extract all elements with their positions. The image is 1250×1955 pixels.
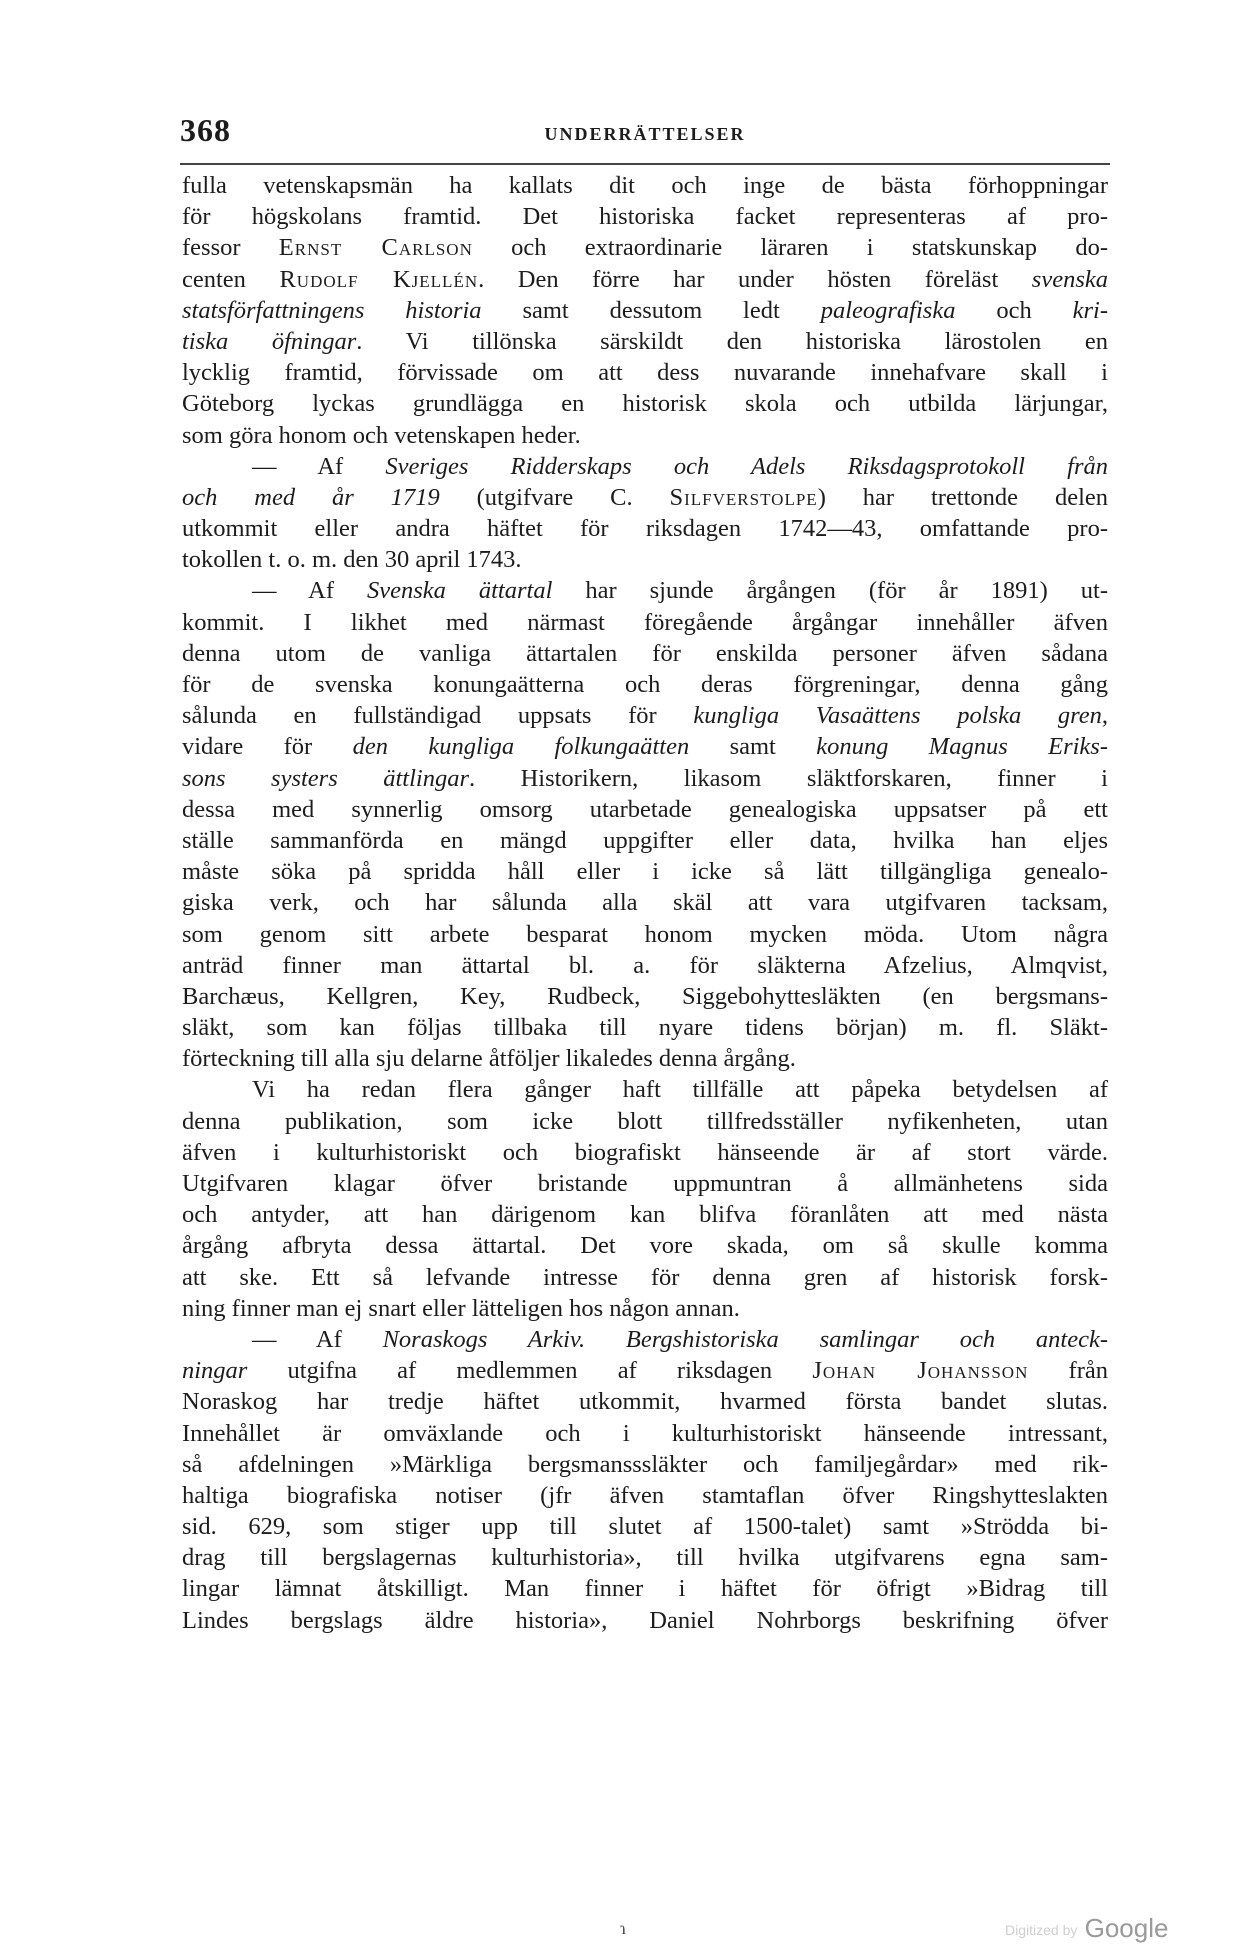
watermark-logo: Google (1084, 1913, 1169, 1943)
italic-segment: svenska (1031, 265, 1108, 293)
text-line (182, 1418, 1108, 1449)
text-segment: — Af (252, 577, 367, 605)
text-line (182, 1293, 1108, 1324)
text-segment: och antyder, att han därigenom kan blifva föranlåten att med nästa (182, 1201, 1108, 1229)
text-segment: Noraskog har tredje häftet utkommit, hvarmed första bandet slutas. (182, 1388, 1108, 1416)
italic-segment: tiska öfningar (182, 327, 357, 355)
text-line (182, 731, 1108, 762)
text-segment: vidare för (182, 733, 353, 761)
text-line (182, 981, 1108, 1012)
text-segment: Vi ha redan flera gånger haft tillfälle att påpeka betydelsen af (252, 1076, 1108, 1104)
text-line (182, 201, 1108, 232)
text-line (182, 1168, 1108, 1199)
page-header (180, 112, 1110, 152)
text-line (182, 1106, 1108, 1137)
text-line (182, 1074, 1108, 1105)
text-segment: äfven i kulturhistoriskt och biografiskt hänseende är af stort värde. (182, 1138, 1108, 1166)
watermark-prefix: Digitized by (1005, 1922, 1078, 1939)
text-segment: . Vi tillönska särskildt den historiska lärostolen en (356, 327, 1108, 355)
header-rule (180, 163, 1110, 165)
italic-segment: och med år 1719 (182, 483, 440, 511)
italic-segment: Sveriges Ridderskaps och Adels Riksdagsprotokoll från (385, 452, 1109, 480)
text-line (182, 856, 1108, 887)
text-line (182, 669, 1108, 700)
text-segment: . Den förre har under hösten föreläst (478, 265, 1032, 293)
text-segment: Innehållet är omväxlande och i kulturhistoriskt hänseende intressant, (182, 1419, 1108, 1447)
text-segment: samt dessutom ledt (481, 296, 821, 324)
text-segment: dessa med synnerlig omsorg utarbetade genealogiska uppsatser på ett (182, 795, 1108, 823)
italic-segment: kungliga Vasaättens polska gren (693, 702, 1102, 730)
text-segment: årgång afbryta dessa ättartal. Det vore skada, om så skulle komma (182, 1232, 1108, 1260)
text-line (182, 638, 1108, 669)
stray-mark: ɿ (620, 1918, 626, 1938)
text-segment: ställe sammanförda en mängd uppgifter eller data, hvilka han eljes (182, 826, 1108, 854)
text-segment: ) har trettonde delen (817, 483, 1108, 511)
text-line (182, 1573, 1108, 1604)
text-segment: denna publikation, som icke blott tillfredsställer nyfikenheten, utan (182, 1107, 1108, 1135)
text-segment: att ske. Ett så lefvande intresse för denna gren af historisk forsk- (182, 1263, 1108, 1291)
small-caps-name: Ernst Carlson (278, 234, 473, 262)
text-line (182, 1449, 1108, 1480)
text-segment: . Historikern, likasom släktforskaren, finner i (468, 764, 1108, 792)
text-line (182, 1324, 1108, 1355)
text-line (182, 451, 1108, 482)
page-number: 368 (180, 112, 231, 148)
text-segment: denna utom de vanliga ättartalen för enskilda personer äfven sådana (182, 639, 1108, 667)
text-segment: ning finner man ej snart eller lätteligen hos någon annan. (182, 1294, 740, 1322)
text-segment: anträd finner man ättartal bl. a. för släkterna Afzelius, Almqvist, (182, 951, 1108, 979)
text-line (182, 919, 1108, 950)
text-line (182, 1043, 1108, 1074)
italic-segment: paleografiska (820, 296, 956, 324)
text-line (182, 1605, 1108, 1636)
google-watermark (1005, 1913, 1168, 1944)
text-line (182, 607, 1108, 638)
text-segment: Lindes bergslags äldre historia», Daniel Nohrborgs beskrifning öfver (182, 1606, 1108, 1634)
text-line (182, 763, 1108, 794)
small-caps-name: Rudolf Kjellén (279, 265, 479, 293)
body-text (182, 170, 1108, 1636)
text-line (182, 887, 1108, 918)
text-line (182, 1386, 1108, 1417)
text-line (182, 295, 1108, 326)
small-caps-name: Johan Johansson (812, 1357, 1029, 1385)
text-segment: — Af (252, 1325, 383, 1353)
text-segment: kommit. I likhet med närmast föregående årgångar innehåller äfven (182, 608, 1108, 636)
text-line (182, 575, 1108, 606)
italic-segment: statsförfattningens historia (182, 296, 482, 324)
text-segment: för de svenska konungaätterna och deras förgreningar, denna gång (182, 671, 1108, 698)
text-segment: så afdelningen »Märkliga bergsmansssläkter och familjegårdar» med rik- (182, 1450, 1108, 1478)
text-segment: samt (689, 733, 817, 761)
text-segment: — Af (252, 452, 386, 480)
text-line (182, 1262, 1108, 1293)
text-segment: tokollen t. o. m. den 30 april 1743. (182, 546, 522, 574)
text-line (182, 1355, 1108, 1386)
text-segment: Utgifvaren klagar öfver bristande uppmuntran å allmänhetens sida (182, 1170, 1108, 1197)
text-line (182, 1542, 1108, 1573)
text-segment: som göra honom och vetenskapen heder. (182, 421, 581, 449)
text-line (182, 1199, 1108, 1230)
italic-segment: ningar (182, 1357, 248, 1385)
small-caps-name: Silfverstolpe (669, 483, 818, 511)
italic-segment: konung Magnus Eriks- (816, 733, 1108, 761)
text-segment: fulla vetenskapsmän ha kallats dit och inge de bästa förhoppningar (182, 172, 1108, 199)
text-segment: släkt, som kan följas tillbaka till nyare tidens början) m. fl. Släkt- (182, 1014, 1108, 1042)
italic-segment: Noraskogs Arkiv. Bergshistoriska samlingar och anteck- (382, 1325, 1108, 1353)
text-line (182, 232, 1108, 263)
text-line (182, 482, 1108, 513)
text-segment: lycklig framtid, förvissade om att dess nuvarande innehafvare skall i (182, 359, 1108, 387)
text-segment: Göteborg lyckas grundlägga en historisk skola och utbilda lärjungar, (182, 390, 1108, 418)
text-line (182, 544, 1108, 575)
text-line (182, 513, 1108, 544)
text-line (182, 825, 1108, 856)
text-segment: lingar lämnat åtskilligt. Man finner i häftet för öfrigt »Bidrag till (182, 1575, 1108, 1603)
text-line (182, 950, 1108, 981)
text-line (182, 170, 1108, 201)
text-line (182, 1480, 1108, 1511)
text-segment: från (1028, 1357, 1108, 1385)
text-segment: haltiga biografiska notiser (jfr äfven stamtaflan öfver Ringshytteslakten (182, 1481, 1108, 1509)
italic-segment: kri- (1072, 296, 1108, 324)
text-line (182, 794, 1108, 825)
text-segment: som genom sitt arbete besparat honom mycken möda. Utom några (182, 920, 1108, 948)
text-segment: Barchæus, Kellgren, Key, Rudbeck, Siggebohyttesläkten (en bergsmans- (182, 982, 1108, 1010)
text-line (182, 264, 1108, 295)
text-segment: och extraordinarie läraren i statskunskap do- (472, 234, 1108, 262)
running-head: UNDERRÄTTELSER (544, 124, 746, 144)
text-segment: centen (182, 265, 280, 293)
text-line (182, 388, 1108, 419)
text-line (182, 700, 1108, 731)
text-segment: drag till bergslagernas kulturhistoria», till hvilka utgifvarens egna sam- (182, 1544, 1108, 1572)
text-segment: utkommit eller andra häftet för riksdagen 1742—43, omfattande pro- (182, 515, 1108, 543)
text-segment: fessor (182, 234, 279, 262)
text-line (182, 357, 1108, 388)
text-segment: , (1101, 702, 1109, 730)
text-line (182, 1511, 1108, 1542)
text-segment: giska verk, och har sålunda alla skäl att vara utgifvaren tacksam, (182, 889, 1108, 917)
text-segment: för högskolans framtid. Det historiska facket representeras af pro- (182, 203, 1108, 231)
text-segment: måste söka på spridda håll eller i icke så lätt tillgängliga genealo- (182, 858, 1108, 886)
text-line (182, 420, 1108, 451)
text-segment: utgifna af medlemmen af riksdagen (247, 1357, 813, 1385)
text-line (182, 326, 1108, 357)
text-segment: förteckning till alla sju delarne åtföljer likaledes denna årgång. (182, 1045, 796, 1073)
italic-segment: Svenska ättartal (366, 577, 553, 605)
text-line (182, 1137, 1108, 1168)
text-segment: och (955, 296, 1073, 324)
italic-segment: den kungliga folkungaätten (352, 733, 690, 761)
text-line (182, 1230, 1108, 1261)
text-segment: (utgifvare C. (439, 483, 670, 511)
text-segment: sålunda en fullständigad uppsats för (182, 702, 694, 730)
italic-segment: sons systers ättlingar (182, 764, 469, 792)
text-segment: sid. 629, som stiger upp till slutet af 1500-talet) samt »Strödda bi- (182, 1513, 1108, 1541)
text-line (182, 1012, 1108, 1043)
text-segment: har sjunde årgången (för år 1891) ut- (552, 577, 1108, 605)
